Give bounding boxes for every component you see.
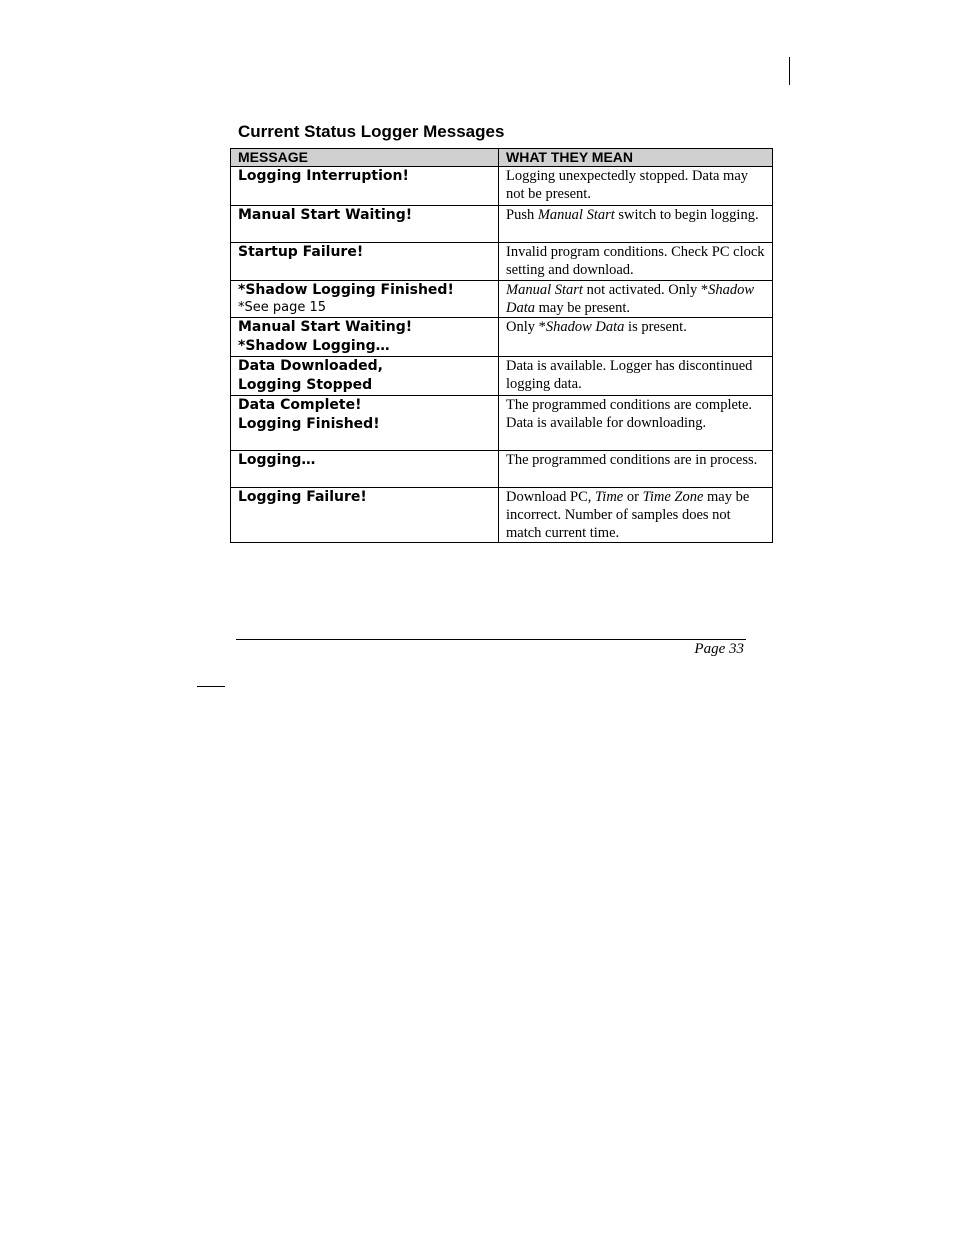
message-text: Logging Failure! (238, 489, 367, 505)
message-cell (231, 243, 499, 281)
meaning-emphasis: Shadow Data (545, 319, 625, 335)
table-row (231, 243, 773, 281)
message-note: *See page 15 (238, 300, 327, 315)
message-text: Manual Start Waiting! (238, 319, 413, 335)
header-meaning: WHAT THEY MEAN (499, 149, 773, 167)
meaning-text: The programmed conditions are complete. Data is available for downloading. (506, 397, 753, 431)
message-text: *Shadow Logging Finished! (238, 282, 454, 298)
table-row (231, 488, 773, 543)
margin-mark-left (197, 686, 225, 687)
meaning-text: Download PC, (506, 489, 596, 505)
meaning-emphasis: Manual Start (506, 282, 583, 298)
message-text: Logging Finished! (238, 416, 380, 432)
message-text: Data Complete! (238, 397, 362, 413)
meaning-text: is present. (624, 319, 687, 335)
meaning-text: or (623, 489, 643, 505)
meaning-text: may be present. (535, 300, 631, 316)
message-cell (231, 488, 499, 543)
message-cell (231, 281, 499, 318)
message-cell (231, 451, 499, 488)
meaning-text: Invalid program conditions. Check PC clock setting and download. (506, 244, 765, 278)
meaning-cell (499, 281, 773, 318)
section-title: Current Status Logger Messages (238, 122, 505, 141)
table-row (231, 167, 773, 206)
table-row (231, 318, 773, 357)
meaning-emphasis: Time Zone (642, 489, 704, 505)
meaning-text: The programmed conditions are in process. (506, 452, 758, 468)
message-text: Manual Start Waiting! (238, 207, 413, 223)
message-cell (231, 318, 499, 357)
meaning-emphasis: Time (595, 489, 624, 505)
message-cell (231, 167, 499, 206)
message-text: Logging Stopped (238, 377, 373, 393)
table-row (231, 396, 773, 451)
meaning-emphasis: Manual Start (537, 207, 615, 223)
meaning-text: Only * (506, 319, 546, 335)
meaning-text: Push (506, 207, 538, 223)
meaning-cell (499, 318, 773, 357)
meaning-text: may be incorrect. Number of samples does not match current time. (506, 489, 750, 541)
table-row (231, 451, 773, 488)
meaning-text: Data is available. Logger has discontinued logging data. (506, 358, 753, 392)
meaning-cell (499, 243, 773, 281)
meaning-cell (499, 206, 773, 243)
meaning-cell (499, 167, 773, 206)
margin-mark-right (789, 57, 790, 85)
meaning-text: Logging unexpectedly stopped. Data may not be present. (506, 168, 749, 202)
meaning-cell (499, 396, 773, 451)
table-row (231, 357, 773, 396)
header-message: MESSAGE (231, 149, 499, 167)
meaning-cell (499, 357, 773, 396)
meaning-cell (499, 488, 773, 543)
table-row (231, 206, 773, 243)
message-text: Startup Failure! (238, 244, 364, 260)
table-row (231, 281, 773, 318)
message-text: *Shadow Logging… (238, 338, 390, 354)
page-number: Page 33 (694, 641, 744, 657)
table-header-row (231, 149, 773, 167)
message-text: Logging… (238, 452, 316, 468)
logger-messages-table (230, 148, 773, 543)
message-cell (231, 357, 499, 396)
message-cell (231, 396, 499, 451)
meaning-cell (499, 451, 773, 488)
message-text: Logging Interruption! (238, 168, 409, 184)
meaning-emphasis: Shadow Data (506, 282, 755, 316)
message-cell (231, 206, 499, 243)
table-body (231, 167, 773, 543)
meaning-text: switch to begin logging. (614, 207, 759, 223)
meaning-text: not activated. Only * (582, 282, 709, 298)
message-text: Data Downloaded, (238, 358, 383, 374)
